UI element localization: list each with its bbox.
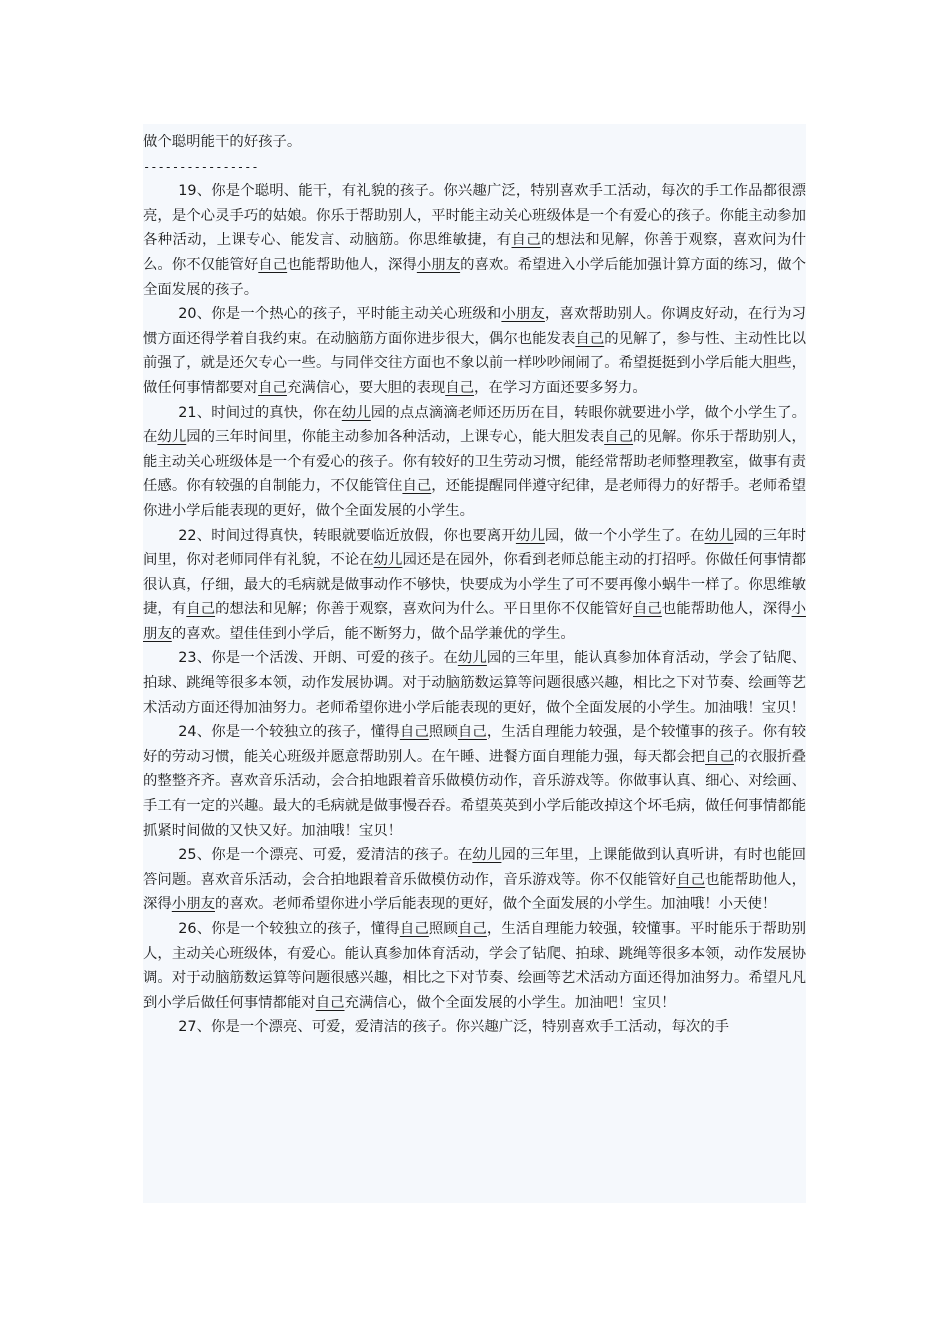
comment-paragraph [143, 1015, 806, 1040]
comment-paragraph [143, 646, 806, 720]
paragraph-text: 园的三年里，能认真参加体育活动，学会了钻爬、拍球、跳绳等很多本领，动作发展协调。对于动脑筋数运算等问题很感兴趣，相比之下对节奏、绘画等艺术活动方面还得加油努力。老师希望你进小学后能表现的更好，做个全面发展的小学生。加油哦！宝贝！ [143, 650, 806, 716]
keyword-link[interactable]: 自己 [676, 871, 706, 888]
keyword-link[interactable]: 自己 [575, 330, 605, 347]
keyword-link[interactable]: 自己 [457, 724, 487, 741]
keyword-link[interactable]: 自己 [258, 379, 287, 396]
paragraph-text: 、你是一个漂亮、可爱，爱清洁的孩子。你兴趣广泛，特别喜欢手工活动，每次的手 [196, 1019, 730, 1036]
paragraph-text: 的喜欢。望佳佳到小学后，能不断努力，做个品学兼优的学生。 [171, 625, 575, 642]
comment-paragraph [143, 720, 806, 843]
paragraph-number: 27 [178, 1019, 197, 1036]
paragraph-text: 的见解了，参与性、主动性比以前强了，就是还欠专心一些。与同伴交往方面也不象以前一样吵吵闹闹了。希望挺挺到小学后能大胆些，做任何事情都要对 [143, 330, 806, 396]
paragraph-number: 21 [178, 404, 197, 421]
paragraph-text: 园的三年里，上课能做到认真听讲，有时也能回答问题。喜欢音乐活动，会合拍地跟着音乐做模仿动作，音乐游戏等。你不仅能管好 [143, 847, 806, 888]
paragraph-text: 、你是一个热心的孩子，平时能主动关心班级和 [196, 306, 502, 323]
paragraph-text: 园的点点滴滴老师还历历在目，转眼你就要进小学，做个小学生了。在 [143, 404, 806, 446]
keyword-link[interactable]: 自己 [633, 601, 662, 618]
paragraph-text: 的想法和见解；你善于观察，喜欢问为什么。平日里你不仅能管好 [215, 601, 634, 618]
paragraph-text: 、你是一个漂亮、可爱，爱清洁的孩子。在 [196, 847, 473, 864]
keyword-link[interactable]: 幼儿 [157, 429, 187, 446]
keyword-link[interactable]: 自己 [399, 921, 429, 937]
comment-paragraph [143, 179, 806, 302]
paragraph-text: 充满信心，要大胆的表现 [286, 379, 446, 396]
keyword-link[interactable]: 小朋友 [143, 601, 806, 642]
paragraph-text: 、你是一个较独立的孩子，懂得 [196, 724, 400, 741]
paragraph-text: 园的三年时间里，你能主动参加各种活动，上课专心，能大胆发表 [186, 429, 605, 446]
divider-line: ---------------- [143, 159, 259, 174]
keyword-link[interactable]: 小朋友 [416, 256, 461, 273]
paragraph-number: 20 [178, 306, 197, 323]
paragraph-text: 、你是一个较独立的孩子，懂得 [196, 921, 400, 937]
paragraph-text: 充满信心，做个全面发展的小学生。加油吧！宝贝！ [344, 994, 676, 1011]
comment-paragraph [143, 843, 806, 917]
paragraph-text: 照顾 [428, 724, 458, 741]
paragraph-text: ，生活自理能力较强，较懂事。平时能乐于帮助别人，主动关心班级体，有爱心。能认真参加体育活动，学会了钻爬、拍球、跳绳等很多本领，动作发展协调。对于动脑筋数运算等问题很感兴趣，相比之下对节奏、绘画等艺术活动方面还得加油努力。希望凡凡到小学后做任何事情都能对 [143, 921, 806, 1011]
paragraph-text: ，喜欢帮助别人。你调皮好动，在行为习惯方面还得学着自我约束。在动脑筋方面你进步很大，偶尔也能发表 [143, 306, 806, 347]
keyword-link[interactable]: 自己 [445, 379, 475, 396]
paragraph-number: 23 [178, 650, 197, 667]
paragraph-text: 也能帮助他人，深得 [661, 601, 792, 618]
paragraph-text: 照顾 [428, 921, 458, 937]
comment-paragraph [143, 917, 806, 1015]
keyword-link[interactable]: 自己 [705, 748, 734, 765]
paragraph-text: 园的三年时间里，你对老师同伴有礼貌，不论在 [143, 527, 806, 569]
paragraph-text: 园还是在园外，你看到老师总能主动的打招呼。你做任何事情都很认真，仔细，最大的毛病就是做事动作不够快，快要成为小学生了可不要再像小蜗牛一样了。你思维敏捷，有 [143, 552, 806, 618]
keyword-link[interactable]: 幼儿 [457, 650, 487, 667]
paragraph-text: ，还能提醒同伴遵守纪律，是老师得力的好帮手。老师希望你进小学后能表现的更好，做个全面发展的小学生。 [143, 478, 806, 519]
paragraph-text: ，在学习方面还要多努力。 [474, 379, 647, 396]
paragraph-text: 的想法和见解，你善于观察，喜欢问为什么。你不仅能管好 [143, 232, 806, 273]
paragraph-text: 、时间过的真快，你在 [196, 404, 342, 421]
paragraph-text: 、时间过得真快，转眼就要临近放假，你也要离开 [196, 527, 516, 544]
paragraph-text: 、你是个聪明、能干，有礼貌的孩子。你兴趣广泛，特别喜欢手工活动，每次的手工作品都很漂亮，是个心灵手巧的姑娘。你乐于帮助别人，平时能主动关心班级体是一个有爱心的孩子。你能主动参加各种活动，上课专心、能发言、动脑筋。你思维敏捷，有 [143, 183, 806, 249]
keyword-link[interactable]: 幼儿 [472, 847, 502, 864]
keyword-link[interactable]: 自己 [604, 429, 634, 446]
paragraph-text: ，生活自理能力较强，是个较懂事的孩子。你有较好的劳动习惯，能关心班级并愿意帮助别人。在午睡、进餐方面自理能力强，每天都会把 [143, 724, 806, 765]
paragraph-text: 的衣服折叠的整整齐齐。喜欢音乐活动，会合拍地跟着音乐做模仿动作，音乐游戏等。你做事认真、细心、对绘画、手工有一定的兴趣。最大的毛病就是做事慢吞吞。希望英英到小学后能改掉这个坏毛病，做任何事情都能抓紧时间做的又快又好。加油哦！宝贝！ [143, 748, 806, 839]
paragraph-text: 园，做一个小学生了。在 [544, 527, 705, 544]
keyword-link[interactable]: 自己 [186, 601, 216, 618]
keyword-link[interactable]: 小朋友 [171, 896, 215, 913]
keyword-link[interactable]: 幼儿 [704, 527, 734, 544]
keyword-link[interactable]: 自己 [402, 478, 432, 495]
keyword-link[interactable]: 自己 [399, 724, 429, 741]
keyword-link[interactable]: 幼儿 [515, 527, 545, 544]
paragraph-number: 26 [178, 921, 197, 937]
keyword-link[interactable]: 自己 [457, 921, 487, 937]
comment-paragraph [143, 524, 806, 647]
comment-paragraph [143, 401, 806, 524]
keyword-link[interactable]: 自己 [315, 994, 345, 1011]
keyword-link[interactable]: 幼儿 [373, 552, 403, 569]
document-page [143, 124, 806, 1203]
paragraph-text: 的喜欢。老师希望你进小学后能表现的更好，做个全面发展的小学生。加油哦！小天使！ [214, 896, 777, 913]
keyword-link[interactable]: 自己 [258, 256, 288, 273]
comment-list [143, 179, 806, 1040]
comment-paragraph [143, 302, 806, 400]
paragraph-number: 19 [178, 183, 197, 200]
paragraph-text: 的喜欢。希望进入小学后能加强计算方面的练习，做个全面发展的孩子。 [143, 256, 806, 298]
keyword-link[interactable]: 小朋友 [501, 306, 545, 323]
paragraph-number: 22 [178, 527, 197, 544]
keyword-link[interactable]: 幼儿 [341, 404, 371, 421]
paragraph-text: 、你是一个活泼、开朗、可爱的孩子。在 [196, 650, 458, 667]
keyword-link[interactable]: 自己 [511, 232, 541, 249]
paragraph-text: 的见解。你乐于帮助别人，能主动关心班级体是一个有爱心的孩子。你有较好的卫生劳动习惯，能经常帮助老师整理教室，做事有责任感。你有较强的自制能力，不仅能管住 [143, 429, 806, 495]
paragraph-number: 25 [178, 847, 197, 864]
paragraph-number: 24 [178, 724, 197, 741]
paragraph-text: 也能帮助他人，深得 [287, 256, 417, 273]
intro-line: 做个聪明能干的好孩子。 [143, 134, 302, 150]
paragraph-text: 也能帮助他人，深得 [143, 871, 806, 913]
